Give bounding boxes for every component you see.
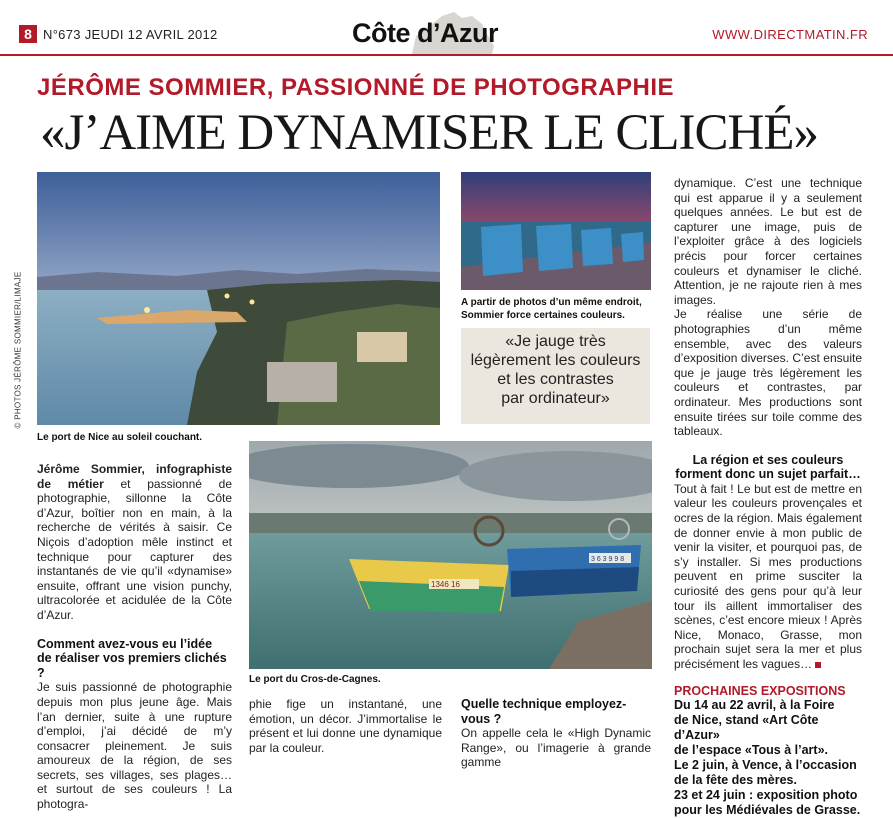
question-2: Quelle technique employez-vous ? xyxy=(461,697,627,726)
boat-label: 3 6 3 9 9 8 xyxy=(591,556,625,563)
boat-label: 1346 16 xyxy=(431,580,460,589)
exhibition-line: pour les Médiévales de Grasse. xyxy=(674,803,861,818)
question-1: Comment avez-vous eu l’idée de réaliser vos premiers clichés ? xyxy=(37,636,227,680)
caption-chairs-1: A partir de photos d’un même endroit, xyxy=(461,297,642,308)
caption-cros: Le port du Cros-de-Cagnes. xyxy=(249,674,381,685)
answer-2-paragraph-2: Je réalise une série de photographies d’un même ensemble, avec des valeurs d’exposition diverses. C’est ensuite que je jauge très légèrement les couleurs et contrastes, par ordinateur. Mes productions sont ensuite tirées sur toile comme des tableaux. xyxy=(674,307,862,439)
quote-line: «Je jauge très xyxy=(505,333,606,350)
text-column-3 xyxy=(461,697,651,770)
section-title: Côte d’Azur xyxy=(352,18,498,48)
page-number: 8 xyxy=(19,25,37,43)
answer-2-continued: dynamique. C’est une technique qui est apparue il y a seulement quelques années. Le but est de capturer une image, puis de l’exploiter grâce à des logiciels précis pour forcer certaines couleurs et dynamiser le cliché. Attention, je ne rajoute rien à mes images. xyxy=(674,176,862,307)
end-mark-icon xyxy=(815,662,821,668)
answer-2: On appelle cela le «High Dynamic Range», ou l’imagerie à grande gamme xyxy=(461,726,651,770)
photo-cros-de-cagnes xyxy=(249,441,652,669)
lead-paragraph: Jérôme Sommier, infographiste de métier et passionné de photographie, sillonne la Côte d’Azur, boîtier non en main, à la recherche de vérités à saisir. Ce Niçois d’adoption mêle instinct et technique pour capturer des instantanés de vie qu’il «dynamise» ensuite, offrant une vision punchy, ultracolorée et acidulée de la Côte d’Azur. xyxy=(37,462,232,622)
exhibition-line: 23 et 24 juin : exposition photo xyxy=(674,788,858,803)
quote-line: et les contrastes xyxy=(497,371,614,388)
photo-blue-chairs xyxy=(461,172,651,290)
answer-3: Tout à fait ! Le but est de mettre en valeur les couleurs provençales et ocres de la région. Mais également de donner envie à mon public de venir la visiter, et pourquoi pas, de s’y installer. Si mes productions peuvent en prime susciter la curiosité des gens pour qu’à leur tour ils aillent immortaliser des scènes, c’est encore mieux ! Après Nice, Monaco, Grasse, mon prochain sujet sera la mer et plus précisément les vagues… xyxy=(674,481,862,671)
exhibition-line: Du 14 au 22 avril, à la Foire xyxy=(674,698,835,713)
caption-nice: Le port de Nice au soleil couchant. xyxy=(37,432,203,443)
issue-date: N°673 JEUDI 12 AVRIL 2012 xyxy=(43,27,218,42)
answer-1: Je suis passionné de photographie depuis mon plus jeune âge. Mais l’an dernier, suite à une rupture d’emploi, j’ai décidé de m’y consacrer pleinement. Je suis amoureux de la région, de ses secrets, ses villages, ses plages… et surtout de ses couleurs ! La photogra- xyxy=(37,680,232,812)
exhibitions-list xyxy=(674,698,862,818)
article-kicker: JÉRÔME SOMMIER, PASSIONNÉ DE PHOTOGRAPHIE xyxy=(37,74,675,101)
text-column-4 xyxy=(674,176,862,818)
pull-quote xyxy=(461,328,650,424)
lead-name: Jérôme Sommier, infographiste de métier xyxy=(37,462,232,491)
caption-chairs-2: Sommier force certaines couleurs. xyxy=(461,310,625,321)
article-headline: «J’AIME DYNAMISER LE CLICHÉ» xyxy=(40,105,819,161)
question-3: La région et ses couleurs forment donc un sujet parfait… xyxy=(675,452,861,482)
exhibition-line: Le 2 juin, à Vence, à l’occasion xyxy=(674,758,857,773)
photo-nice-harbour xyxy=(37,172,440,425)
quote-line: par ordinateur» xyxy=(501,390,610,407)
exhibition-line: de l’espace «Tous à l’art». xyxy=(674,743,829,758)
exhibition-line: de Nice, stand «Art Côte d’Azur» xyxy=(674,713,819,743)
text-column-1 xyxy=(37,462,232,812)
text-column-2: phie fige un instantané, une émotion, un décor. J’immortalise le présent et lui donne une dynamique par la couleur. xyxy=(249,697,442,755)
quote-line: légèrement les couleurs xyxy=(470,352,641,369)
website-link[interactable]: WWW.DIRECTMATIN.FR xyxy=(712,27,868,42)
exhibition-line: de la fête des mères. xyxy=(674,773,797,788)
exhibitions-title: PROCHAINES EXPOSITIONS xyxy=(674,683,846,698)
photo-credit: © PHOTOS JÉRÔME SOMMIER/LIMAJE xyxy=(13,271,23,429)
